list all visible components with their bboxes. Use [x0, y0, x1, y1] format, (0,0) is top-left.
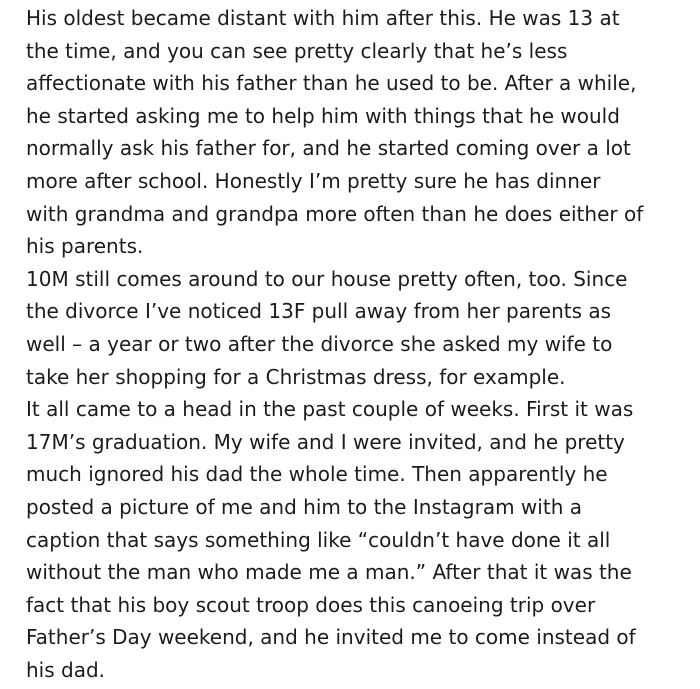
text-line: 10M still comes around to our house pretty often, too. Since [26, 266, 628, 291]
text-line: without the man who made me a man.” After that it was the [26, 560, 632, 585]
text-line: with grandma and grandpa more often than he does either of [26, 201, 644, 226]
text-line: his parents. [26, 234, 144, 259]
text-line: he started asking me to help him with things that he would [26, 103, 620, 128]
text-line: his dad. [26, 657, 106, 682]
text-line: well – a year or two after the divorce she asked my wife to [26, 331, 613, 356]
text-line: take her shopping for a Christmas dress, for example. [26, 364, 566, 389]
text-line: the time, and you can see pretty clearly that he’s less [26, 38, 568, 63]
text-line: much ignored his dad the whole time. Then apparently he [26, 462, 608, 487]
text-line: His oldest became distant with him after this. He was 13 at [26, 6, 620, 30]
text-line: affectionate with his father than he used to be. After a while, [26, 71, 637, 96]
text-line: normally ask his father for, and he started coming over a lot [26, 136, 631, 161]
text-line: 17M’s graduation. My wife and I were invited, and he pretty [26, 429, 625, 454]
text-line: Father’s Day weekend, and he invited me to come instead of [26, 625, 636, 650]
text-line: posted a picture of me and him to the Instagram with a [26, 494, 582, 519]
text-line: It all came to a head in the past couple of weeks. First it was [26, 397, 634, 422]
text-line: fact that his boy scout troop does this canoeing trip over [26, 592, 596, 617]
text-line: caption that says something like “couldn’t have done it all [26, 527, 611, 552]
document-text [26, 2, 694, 686]
text-line: more after school. Honestly I’m pretty sure he has dinner [26, 168, 601, 193]
text-line: the divorce I’ve noticed 13F pull away from her parents as [26, 299, 612, 324]
